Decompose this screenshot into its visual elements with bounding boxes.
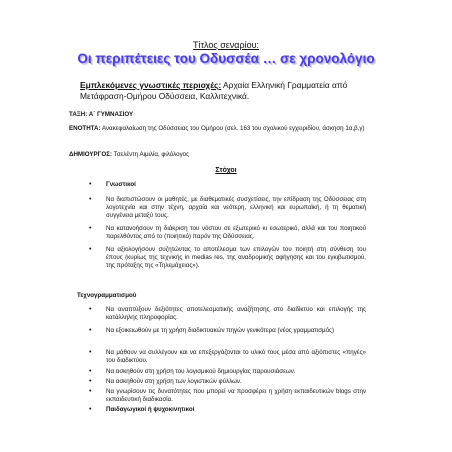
bullet-icon: • [89,225,92,232]
bullet-icon: • [89,327,92,334]
bullet-icon: • [89,349,92,356]
bullet-icon: • [89,388,92,395]
cognitive-goal-2: Να κατανοήσουν τη διάκριση του νόστου σε εξωτερικό κι εσωτερικό, αλλά και του ποιητικού παρελθόντος από το (ποιητικό) παρόν της Οδύσσειας. [106,225,366,241]
scenario-title-label: Τίτλος σεναρίου: [192,40,260,50]
tech-goal-2: Να εξοικειωθούν με τη χρήση διαδικτυακών πηγών γενικότερα (νέος γραμματισμός) [106,327,335,334]
bullet-icon: • [89,196,92,203]
tech-goal-4: Να ασκηθούν στη χρήση του λογισμικού δημιουργίας παρουσιάσεων. [106,368,296,375]
tech-goal-6: Να γνωρίσουν τις δυνατότητες που μπορεί να προσφέρει η χρήση εκπαιδευτικών blogs στην εκπαιδευτική διαδικασία. [106,388,366,404]
unit-label: ΕΝΟΤΗΤΑ: [69,125,101,132]
bullet-icon: • [89,181,92,188]
bullet-icon: • [89,368,92,375]
unit-text: Ανακεφαλαίωση της Οδύσσειας του Ομήρου (σελ. 163 του σχολικού εγχειριδίου, άσκηση 1α,β,γ) [100,125,365,132]
bullet-icon: • [89,306,92,313]
author-label: ΔΗΜΙΟΥΡΓΟΣ: [69,151,112,158]
section-tech-label: Τεχνογραμματισμού [77,292,137,299]
cognitive-goal-3: Να αξιολογήσουν συζητώντας το αποτέλεσμα των επιλογών του ποιητή στη σύνθεση του έπους (κυρίως της τεχνικής in medias res, της αναδρομικής αφήγησης και του εγκιβωτισμού, της πρόταξης της «Τηλεμάχειας»). [106,246,366,270]
scenario-title-wordart: Οι περιπέτειες του Οδυσσέα … σε χρονολόγιο [77,51,375,66]
tech-goal-1: Να αναπτύξουν δεξιότητες αποτελεσματικής αναζήτησης στο διαδίκτυο και επιλογής της κατάλληλης πληροφορίας. [106,306,366,322]
knowledge-areas-label: Εμπλεκόμενες γνωστικές περιοχές: [80,80,222,90]
class-label: ΤΑΞΗ: Α΄ ΓΥΜΝΑΣΙΟΥ [69,111,134,118]
cognitive-goal-1: Να διαπιστώσουν οι μαθητές, με διαθεματικές συσχετίσεις, την επίδραση της Οδύσσειας στη λογοτεχνία και στην τέχνη, αρχαία και νεότερη, ελληνική και ευρωπαϊκή, ή τη θεματική συγγένεια μεταξύ τους. [106,196,366,220]
knowledge-areas-text: Αρχαία Ελληνική Γραμματεία από Μετάφραση-Ομήρου Οδύσσεια, Καλλιτεχνικά. [80,80,348,101]
author-line [69,151,389,160]
bullet-icon: • [89,406,92,413]
tech-goal-3: Να μάθουν να συλλέγουν και να επεξεργάζονται το υλικό τους μέσα από αξιόπιστες «πηγές» του διαδικτύου. [106,349,366,365]
section-cognitive-label: Γνωστικοί [106,181,136,188]
knowledge-areas [80,80,380,102]
goals-heading: Στόχοι [215,167,237,174]
class-line [69,111,389,120]
tech-goal-5: Να ασκηθούν στη χρήση των λογιστικών φύλλων. [106,378,242,385]
author-text: Τσελέντη Αιμιλία, φιλόλογος [112,151,190,158]
unit-line [69,125,389,134]
bullet-icon: • [89,378,92,385]
section-pedagogical-label: Παιδαγωγικοί ή ψυχοκινητικοί [106,406,195,413]
bullet-icon: • [89,246,92,253]
